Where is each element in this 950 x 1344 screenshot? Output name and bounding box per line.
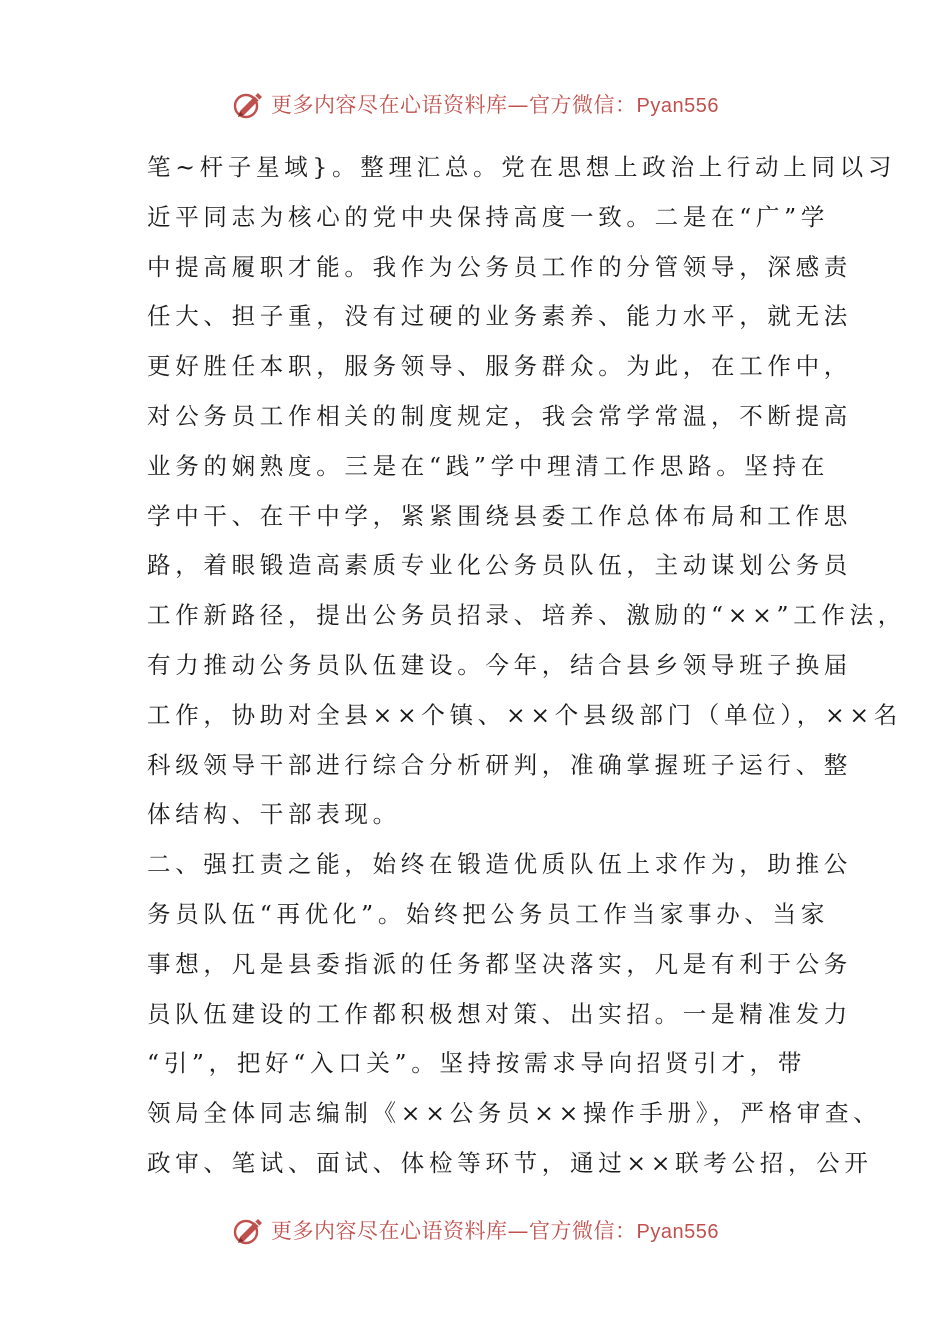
text-line: 业务的娴熟度。三是在“践”学中理清工作思路。坚持在 [147,451,830,480]
pen-logo-icon [231,87,265,121]
text-line: 对公务员工作相关的制度规定，我会常学常温，不断提高 [147,401,852,430]
text-line: 学中干、在干中学，紧紧围绕县委工作总体布局和工作思 [147,501,852,530]
text-line: “引”，把好“入口关”。坚持按需求导向招贤引才，带 [147,1049,807,1078]
text-line: 中提高履职才能。我作为公务员工作的分管领导，深感责 [147,252,852,281]
text-line: 路，着眼锻造高素质专业化公务员队伍，主动谋划公务员 [147,551,852,580]
text-line: 政审、笔试、面试、体检等环节，通过××联考公招，公开 [147,1148,873,1177]
text-line: 有力推动公务员队伍建设。今年，结合县乡领导班子换届 [147,650,852,679]
text-line: 工作新路径，提出公务员招录、培养、激励的“××”工作法， [147,601,907,630]
text-line: 近平同志为核心的党中央保持高度一致。二是在“广”学 [147,202,830,231]
pen-logo-icon [231,1213,265,1247]
document-body [147,143,907,1189]
header-banner-text: 更多内容尽在心语资料库—官方微信：Pyan556 [271,93,719,117]
text-line: 工作，协助对全县××个镇、××个县级部门（单位），××名 [147,700,902,729]
text-line: 领局全体同志编制《××公务员××操作手册》，严格审查、 [147,1099,882,1128]
text-line: 科级领导干部进行综合分析研判，准确掌握班子运行、整 [147,750,852,779]
text-line: 体结构、干部表现。 [147,800,401,829]
footer-banner-text: 更多内容尽在心语资料库—官方微信：Pyan556 [271,1219,719,1243]
text-line: 员队伍建设的工作都积极想对策、出实招。一是精准发力 [147,999,852,1028]
footer-banner [0,1210,950,1250]
section-heading-line: 二、强扛责之能，始终在锻造优质队伍上求作为，助推公 [147,850,852,879]
text-line: 事想，凡是县委指派的任务都坚决落实，凡是有利于公务 [147,949,852,978]
text-line: 务员队伍“再优化”。始终把公务员工作当家事办、当家 [147,899,830,928]
header-banner [0,84,950,124]
text-line: 更好胜任本职，服务领导、服务群众。为此，在工作中， [147,352,852,381]
text-line: 任大、担子重，没有过硬的业务素养、能力水平，就无法 [147,302,852,331]
text-line: 笔~杆子星域}。整理汇总。党在思想上政治上行动上同以习 [147,153,897,181]
